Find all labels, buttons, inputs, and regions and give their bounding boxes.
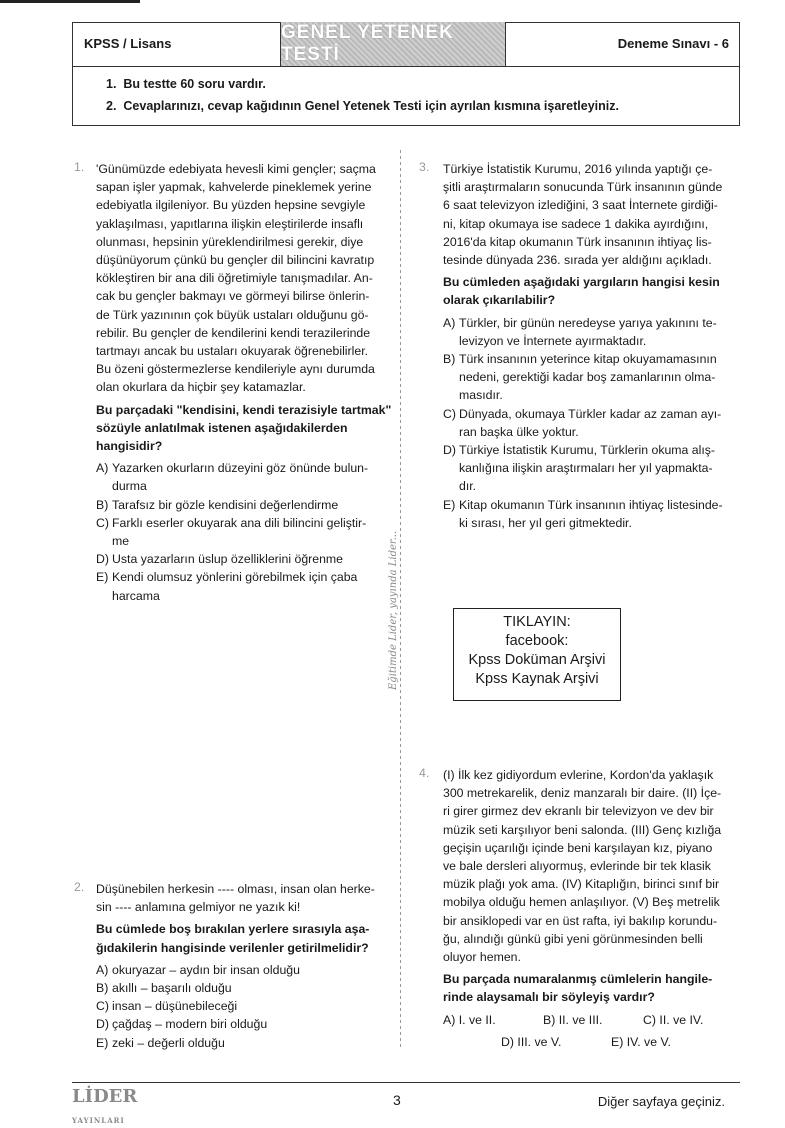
option-text: [112, 1015, 267, 1033]
passage-line: (I) İlk kez gidiyordum evlerine, Kordon'da yaklaşık: [443, 768, 714, 782]
options-row: [443, 1011, 743, 1029]
passage-line: müzik seti karşılıyor beni salonda. (III) Genç kızlığa: [443, 822, 722, 837]
footer-rule: [72, 1082, 740, 1083]
passage-line: tesinde dünyada 236. sırada yer aldığını açıkladı.: [443, 253, 712, 268]
option-text: III. ve V.: [517, 1034, 562, 1049]
option-key: A): [443, 1012, 456, 1027]
exam-name: Deneme Sınavı - 6: [617, 36, 729, 51]
option-key: D): [443, 443, 456, 458]
option-line: zeki – değerli olduğu: [112, 1035, 225, 1050]
question-line: sözüyle anlatılmak istenen aşağıdakilerden: [96, 420, 348, 435]
publisher-logo: LİDER YAYINLARI: [72, 1086, 138, 1125]
option-line: masıdır.: [459, 388, 503, 403]
option-key: E): [443, 497, 456, 512]
side-note: Eğitimde Lider, yayında Lider...: [388, 530, 399, 690]
question-stem: [443, 273, 743, 309]
option-line: ran başka ülke yoktur.: [459, 424, 579, 439]
question-line: ğıdakilerin hangisinde verilenler getirilmelidir?: [96, 940, 369, 955]
option-b[interactable]: [96, 979, 396, 997]
option-text: [112, 459, 368, 495]
question-line: rinde alaysamalı bir söyleyiş vardır?: [443, 990, 655, 1005]
test-title: GENEL YETENEK TESTİ: [281, 22, 454, 65]
option-text: [459, 350, 717, 405]
option-text: II. ve III.: [558, 1012, 603, 1027]
option-line: insan – düşünebileceği: [112, 999, 238, 1014]
passage-line: rebilir. Bu gençler de kendilerini kendi terazilerinde: [96, 325, 371, 340]
option-line: nedeni, gerektiği kadar boş zamanlarının olma-: [459, 370, 716, 385]
options-row: [443, 1033, 743, 1051]
passage-line: düşünüyorum çünkü bu gençler dil bilincini kavratıp: [96, 253, 375, 268]
promo-line: Kpss Doküman Arşivi: [468, 652, 606, 668]
option-c[interactable]: [96, 997, 396, 1015]
question-stem: [96, 401, 396, 456]
option-text: [112, 1034, 225, 1052]
option-text: [112, 961, 300, 979]
passage-line: Düşünebilen herkesin ---- olması, insan olan herke-: [96, 882, 375, 896]
option-key: A): [96, 962, 109, 977]
option-a[interactable]: [443, 314, 743, 350]
option-line: ki sırası, her yıl geri gitmektedir.: [459, 515, 632, 530]
passage-line: olunması, hepsinin yüreklendirilmesi gerekir, diye: [96, 234, 364, 249]
question-line: Bu cümlede boş bırakılan yerlere sırasıyla aşa-: [96, 922, 370, 937]
question-line: hangisidir?: [96, 439, 163, 454]
option-key: C): [96, 999, 109, 1014]
option-e[interactable]: [611, 1033, 721, 1051]
passage-line: oluyor hemen.: [443, 950, 521, 965]
option-e[interactable]: [96, 568, 396, 604]
passage-line: yaklaşılması, yapıtlarına ilişkin eleştirilerde insaflı: [96, 216, 364, 231]
option-line: harcama: [112, 588, 160, 603]
passage-line: 2016'da kitap okumanın Türk insanının ihtiyaç lis-: [443, 234, 712, 249]
option-line: Kitap okumanın Türk insanının ihtiyaç listesinde-: [459, 497, 723, 512]
option-line: Dünyada, okumaya Türkler kadar az zaman ayı-: [459, 406, 722, 421]
option-text: [112, 979, 232, 997]
option-d[interactable]: [501, 1033, 611, 1051]
passage-line: kökleştiren bir ana dili öğretimiyle tanışmadılar. An-: [96, 271, 373, 286]
option-key: D): [96, 552, 109, 567]
next-page-note: Diğer sayfaya geçiniz.: [597, 1094, 725, 1109]
passage-line: ve bale dersleri alıyormuş, evlerinde bir tek klasik: [443, 859, 711, 874]
question-line: Bu parçada numaralanmış cümlelerin hangile-: [443, 972, 713, 987]
option-key: B): [96, 981, 109, 996]
option-key: D): [96, 1017, 109, 1032]
option-line: Yazarken okurların düzeyini göz önünde bulun-: [112, 461, 369, 476]
option-line: okuryazar – aydın bir insan olduğu: [112, 962, 300, 977]
instructions-box: [72, 66, 740, 126]
option-line: akıllı – başarılı olduğu: [112, 981, 232, 996]
passage-line: ğu, alındığı günkü gibi yeni görünmesinden belli: [443, 931, 703, 946]
passage: [443, 160, 743, 269]
option-line: dır.: [459, 479, 477, 494]
question-2: [96, 880, 396, 1052]
passage-line: 6 saat televizyon izlediğini, 3 saat İnternete girdiği-: [443, 198, 718, 213]
option-line: me: [112, 534, 130, 549]
option-b[interactable]: [443, 350, 743, 405]
promo-line: facebook:: [505, 633, 569, 649]
passage-line: şitli araştırmaların sonucunda Türk insanının günde: [443, 180, 723, 195]
passage-line: edebiyatla ilgileniyor. Bu yüzden hepsine sevgiyle: [96, 198, 366, 213]
option-key: D): [501, 1034, 514, 1049]
option-text: [112, 550, 343, 568]
passage-line: müzik plağı yok ama. (IV) Kitaplığın, birinci sınıf bir: [443, 877, 720, 892]
passage-line: Bu özeni göstermezlerse kendileriyle aynı durumda: [96, 362, 375, 377]
option-key: B): [543, 1012, 556, 1027]
options-list: [96, 459, 396, 605]
question-line: Bu cümleden aşağıdaki yargıların hangisi kesin: [443, 275, 720, 290]
option-line: durma: [112, 479, 147, 494]
option-a[interactable]: [96, 459, 396, 495]
option-key: C): [96, 515, 109, 530]
option-key: E): [96, 1035, 109, 1050]
option-text: II. ve IV.: [659, 1012, 704, 1027]
question-4: [443, 766, 743, 1051]
promo-box: [453, 608, 621, 701]
passage: [443, 766, 743, 966]
passage-line: ri girer girmez dev ekranlı bir televizyon ve dev bir: [443, 804, 714, 819]
option-key: C): [643, 1012, 656, 1027]
passage-line: sin ---- anlamına gelmiyor ne yazık ki!: [96, 900, 301, 915]
option-b[interactable]: [96, 496, 396, 514]
option-e[interactable]: [96, 1034, 396, 1052]
promo-line: Kpss Kaynak Arşivi: [475, 671, 599, 687]
option-line: Usta yazarların üslup özelliklerini öğrenme: [112, 552, 344, 567]
option-d[interactable]: [96, 550, 396, 568]
option-line: kanlığına ilişkin araştırmaları her yıl yapmakta-: [459, 461, 713, 476]
passage-line: de Türk yazınının çok büyük ustaları olduğunu gö-: [96, 307, 369, 322]
option-line: çağdaş – modern biri olduğu: [112, 1017, 268, 1032]
question-3-number: 3.: [419, 160, 430, 174]
option-c[interactable]: [96, 514, 396, 550]
top-rule: [0, 0, 140, 3]
option-text: [112, 514, 366, 550]
option-a[interactable]: [443, 1011, 543, 1029]
option-key: B): [443, 352, 456, 367]
option-text: [112, 496, 338, 514]
question-stem: [443, 970, 743, 1006]
question-1: [96, 160, 396, 605]
exam-type: KPSS / Lisans: [84, 36, 172, 51]
option-text: [459, 314, 717, 350]
passage-line: ni, kitap okumaya ise sadece 1 dakika ayırdığını,: [443, 216, 709, 231]
option-line: Tarafsız bir gözle kendisini değerlendirme: [112, 497, 339, 512]
option-key: C): [443, 406, 456, 421]
question-line: Bu parçadaki "kendisini, kendi terazisiyle tartmak": [96, 402, 392, 417]
option-key: E): [611, 1034, 624, 1049]
question-line: olarak çıkarılabilir?: [443, 293, 556, 308]
passage: [96, 160, 396, 397]
option-text: IV. ve V.: [626, 1034, 671, 1049]
passage-line: geçişin uçarılığı içinde beni karşılayan kız, piyano: [443, 840, 713, 855]
passage-line: 300 metrekarelik, deniz manzaralı bir daire. (II) İçe-: [443, 786, 722, 801]
option-line: levizyon ve İnternete ayırmaktadır.: [459, 333, 647, 348]
option-key: A): [443, 315, 456, 330]
instruction-1: 1. Bu testte 60 soru vardır.: [106, 77, 266, 91]
question-4-number: 4.: [419, 766, 430, 780]
option-key: A): [96, 461, 109, 476]
page-number: 3: [393, 1092, 401, 1108]
passage-line: bir ansiklopedi var en üst rafta, iyi bakılıp korundu-: [443, 913, 718, 928]
passage-line: cak bu gençler bakmayı ve görmeyi bilirse önlerin-: [96, 289, 370, 304]
passage-line: sapan işler yapmak, kahvelerde pineklemek yerine: [96, 180, 372, 195]
option-text: [459, 441, 715, 496]
test-title-banner: [280, 22, 506, 66]
option-e[interactable]: [443, 496, 743, 532]
option-line: Farklı eserler okuyarak ana dili bilincini geliştir-: [112, 515, 367, 530]
option-text: [112, 997, 237, 1015]
option-text: [459, 405, 721, 441]
options-list: [443, 314, 743, 532]
passage-line: 'Günümüzde edebiyata hevesli kimi gençler; saçma: [96, 162, 376, 176]
passage-line: mobilya olduğu hemen anlaşılıyor. (V) Beş metrelik: [443, 895, 720, 910]
option-line: Türk insanının yeterince kitap okuyamamasının: [459, 352, 717, 367]
option-key: B): [96, 497, 109, 512]
option-line: Türkiye İstatistik Kurumu, Türklerin okuma alış-: [459, 443, 716, 458]
option-d[interactable]: [96, 1015, 396, 1033]
option-line: Kendi olumsuz yönlerini görebilmek için çaba: [112, 570, 358, 585]
question-1-number: 1.: [74, 160, 85, 174]
column-divider: [400, 150, 401, 1050]
option-key: E): [96, 570, 109, 585]
promo-line: TIKLAYIN:: [503, 614, 571, 630]
options-list: [96, 961, 396, 1052]
option-c[interactable]: [643, 1011, 743, 1029]
question-2-number: 2.: [74, 880, 85, 894]
question-stem: [96, 920, 396, 956]
option-line: Türkler, bir günün neredeyse yarıya yakınını te-: [459, 315, 717, 330]
passage: [96, 880, 396, 916]
option-a[interactable]: [96, 961, 396, 979]
option-text: [112, 568, 357, 604]
option-text: [459, 496, 723, 532]
option-text: I. ve II.: [458, 1012, 496, 1027]
passage-line: tartmayı ancak bu ustaları okuyarak öğrenebilirler.: [96, 344, 369, 359]
passage-line: Türkiye İstatistik Kurumu, 2016 yılında yaptığı çe-: [443, 162, 713, 176]
instruction-2: 2. Cevaplarınızı, cevap kağıdının Genel Yetenek Testi için ayrılan kısmına işaretleyiniz.: [106, 99, 619, 113]
passage-line: olan okurlara da hiçbir şey katamazlar.: [96, 380, 306, 395]
question-3: [443, 160, 743, 532]
option-b[interactable]: [543, 1011, 643, 1029]
option-c[interactable]: [443, 405, 743, 441]
option-d[interactable]: [443, 441, 743, 496]
